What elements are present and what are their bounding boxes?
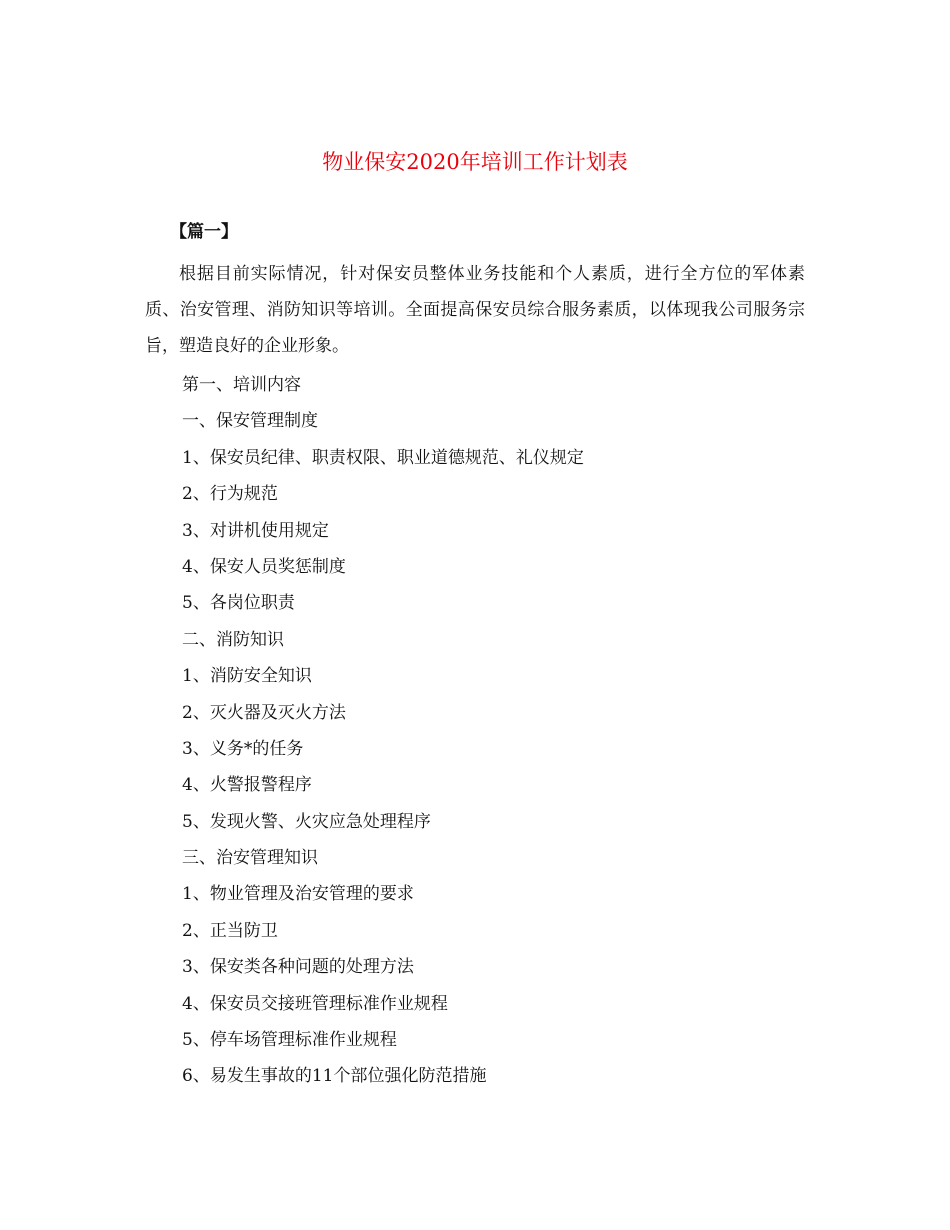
content-line: 5、各岗位职责 [182, 593, 295, 614]
content-line: 1、消防安全知识 [182, 666, 312, 687]
content-line: 5、停车场管理标准作业规程 [182, 1030, 397, 1051]
content-line: 6、易发生事故的11个部位强化防范措施 [182, 1066, 487, 1087]
content-line: 4、火警报警程序 [182, 775, 312, 796]
content-line: 4、保安人员奖惩制度 [182, 556, 346, 577]
content-line: 4、保安员交接班管理标准作业规程 [182, 993, 448, 1014]
content-line: 1、保安员纪律、职责权限、职业道德规范、礼仪规定 [182, 447, 584, 468]
content-line: 第一、培训内容 [182, 375, 301, 395]
content-line: 一、保安管理制度 [182, 411, 318, 432]
intro-paragraph: 根据目前实际情况，针对保安员整体业务技能和个人素质，进行全方位的军体素质、治安管理、消防知识等培训。全面提高保安员综合服务素质，以体现我公司服务宗旨，塑造良好的企业形象。 [145, 264, 805, 356]
content-line: 3、保安类各种问题的处理方法 [182, 957, 414, 978]
content-line: 二、消防知识 [182, 629, 284, 650]
section-label: 【篇一】 [170, 222, 238, 242]
content-line: 2、行为规范 [182, 484, 278, 505]
content-line: 3、对讲机使用规定 [182, 520, 329, 541]
content-line: 1、物业管理及治安管理的要求 [182, 884, 414, 905]
content-lines [182, 367, 584, 1095]
content-line: 三、治安管理知识 [182, 848, 318, 869]
content-line: 2、正当防卫 [182, 920, 278, 941]
document-title: 物业保安2020年培训工作计划表 [322, 150, 628, 175]
content-line: 2、灭火器及灭火方法 [182, 702, 346, 723]
content-line: 5、发现火警、火灾应急处理程序 [182, 811, 431, 832]
content-line: 3、义务*的任务 [182, 738, 304, 759]
